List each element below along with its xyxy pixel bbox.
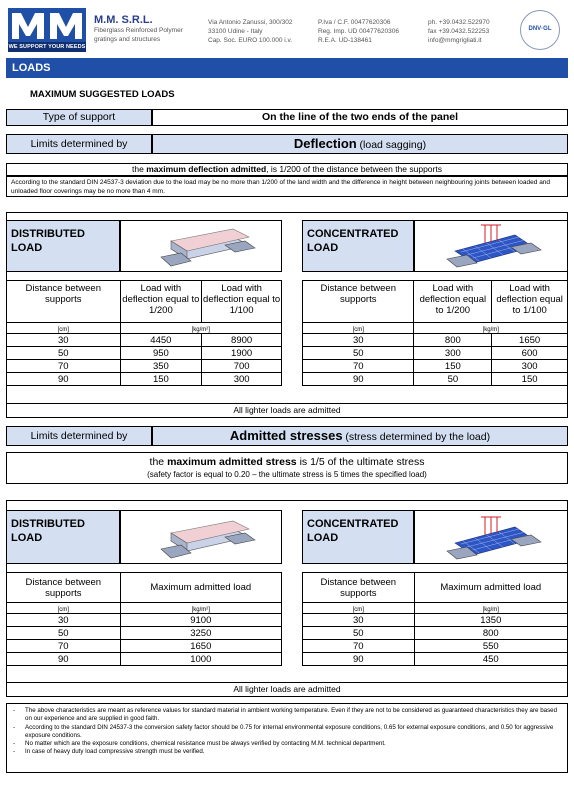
cell: 30 xyxy=(7,614,121,627)
company-name: M.M. S.R.L. xyxy=(94,14,153,26)
col-max-load: Maximum admitted load xyxy=(414,573,567,603)
stress-title-note: (stress determined by the load) xyxy=(345,431,491,443)
type-of-support-label: Type of support xyxy=(6,109,152,126)
table-row xyxy=(303,334,568,347)
col-deflection-1-200: Load with deflection equal to 1/200 xyxy=(414,281,492,323)
tax-line: R.E.A. UD-138461 xyxy=(318,37,372,44)
cell: 700 xyxy=(202,360,282,373)
cell: 150 xyxy=(120,373,202,386)
cell: 90 xyxy=(303,653,415,666)
cell: 70 xyxy=(7,360,121,373)
table-row xyxy=(303,347,568,360)
cell: 1650 xyxy=(120,640,281,653)
note-item: - No matter which are the exposure conditions, chemical resistance must be always verified by contacting M.M. technical department. xyxy=(25,740,563,748)
phone-number: ph. +39.0432.522970 xyxy=(428,19,490,26)
tax-info xyxy=(318,18,399,45)
note-item: - The above characteristics are meant as reference values for standard material in ambient working temperature. Even if they are not to be considered as guaranteed characteristics they are based on our experience and are supplied in good faith. xyxy=(25,707,563,724)
deflection-title-cell xyxy=(152,134,568,154)
stress-statement xyxy=(6,452,568,484)
deflection-note: According to the standard DIN 24537-3 deviation due to the load may be no more than 1/200 of the land width and the difference in height between neighbouring joints between loaded and unloaded floor coverings may be no more than 4 mm. xyxy=(6,176,568,197)
col-deflection-1-100: Load with deflection equal to 1/100 xyxy=(492,281,568,323)
col-max-load: Maximum admitted load xyxy=(120,573,281,603)
table-row xyxy=(303,373,568,386)
fax-number: fax +39.0432.522253 xyxy=(428,28,490,35)
tax-line: Reg. Imp. UD 00477620306 xyxy=(318,28,399,35)
table-row xyxy=(7,614,282,627)
cell: 800 xyxy=(414,627,567,640)
cell: 9100 xyxy=(120,614,281,627)
cell: 1000 xyxy=(120,653,281,666)
concentrated-load-illustration xyxy=(414,510,568,564)
address-line: 33100 Udine - Italy xyxy=(208,28,263,35)
statement-post: is 1/5 of the ultimate stress xyxy=(299,456,425,468)
unit-load: [kg/m] xyxy=(414,603,567,614)
title-line: LOAD xyxy=(307,532,339,544)
company-address xyxy=(208,18,292,45)
page-header xyxy=(0,0,574,54)
stress-footer: All lighter loads are admitted xyxy=(6,682,568,697)
cell: 30 xyxy=(7,334,121,347)
type-of-support-value: On the line of the two ends of the panel xyxy=(152,109,568,126)
stress-concentrated-table xyxy=(302,572,568,666)
cell: 550 xyxy=(414,640,567,653)
table-row xyxy=(303,640,568,653)
table-row xyxy=(303,627,568,640)
stress-statement-line xyxy=(7,453,567,470)
cell: 300 xyxy=(414,347,492,360)
col-distance: Distance between supports xyxy=(7,573,121,603)
cell: 300 xyxy=(202,373,282,386)
cell: 50 xyxy=(303,347,414,360)
statement-post: , is 1/200 of the distance between the supports xyxy=(266,164,442,174)
unit-distance: [cm] xyxy=(303,603,415,614)
email-address: info@mmgrigliati.it xyxy=(428,37,482,44)
deflection-concentrated-title xyxy=(302,220,414,272)
deflection-limits-label: Limits determined by xyxy=(6,134,152,154)
statement-bold: maximum admitted stress xyxy=(167,456,297,468)
cell: 4450 xyxy=(120,334,202,347)
address-line: Via Antonio Zanussi, 300/302 xyxy=(208,19,293,26)
note-item: - In case of heavy duty load compressive strength must be verified. xyxy=(25,748,563,756)
cell: 300 xyxy=(492,360,568,373)
deflection-statement xyxy=(6,163,568,176)
col-deflection-1-200: Load with deflection equal to 1/200 xyxy=(120,281,202,323)
stress-title-cell xyxy=(152,426,568,446)
cell: 800 xyxy=(414,334,492,347)
table-row xyxy=(7,627,282,640)
table-row xyxy=(7,653,282,666)
deflection-distributed-title xyxy=(6,220,120,272)
title-line: LOAD xyxy=(11,532,43,544)
distributed-load-illustration xyxy=(120,510,282,564)
statement-pre: the xyxy=(149,456,165,468)
logo-mark xyxy=(8,8,86,42)
table-row xyxy=(7,640,282,653)
cell: 450 xyxy=(414,653,567,666)
deflection-distributed-table xyxy=(6,280,282,386)
cell: 150 xyxy=(492,373,568,386)
company-desc-1: Fiberglass Reinforced Polymer xyxy=(94,27,183,34)
table-row xyxy=(7,373,282,386)
cell: 50 xyxy=(7,347,121,360)
cell: 600 xyxy=(492,347,568,360)
cell: 90 xyxy=(7,373,121,386)
cell: 50 xyxy=(303,627,415,640)
cell: 70 xyxy=(7,640,121,653)
cell: 50 xyxy=(7,627,121,640)
cell: 30 xyxy=(303,614,415,627)
cell: 70 xyxy=(303,640,415,653)
col-deflection-1-100: Load with deflection equal to 1/100 xyxy=(202,281,282,323)
certification-seal xyxy=(520,10,560,50)
cell: 50 xyxy=(414,373,492,386)
unit-distance: [cm] xyxy=(303,323,414,334)
title-line: LOAD xyxy=(11,242,43,254)
cell: 1650 xyxy=(492,334,568,347)
table-row xyxy=(303,653,568,666)
deflection-title: Deflection xyxy=(293,136,357,151)
cell: 350 xyxy=(120,360,202,373)
cell: 90 xyxy=(7,653,121,666)
statement-pre: the xyxy=(132,164,144,174)
title-line: DISTRIBUTED xyxy=(11,228,85,240)
title-line: CONCENTRATED xyxy=(307,228,399,240)
deflection-footer: All lighter loads are admitted xyxy=(6,403,568,418)
address-line: Cap. Soc. EURO 100.000 i.v. xyxy=(208,37,293,44)
notes-list xyxy=(6,703,568,773)
statement-bold: maximum deflection admitted xyxy=(146,164,267,174)
tax-line: P.Iva / C.F. 00477620306 xyxy=(318,19,391,26)
cell: 8900 xyxy=(202,334,282,347)
concentrated-load-illustration xyxy=(414,220,568,272)
cell: 950 xyxy=(120,347,202,360)
cell: 3250 xyxy=(120,627,281,640)
title-line: DISTRIBUTED xyxy=(11,518,85,530)
unit-distance: [cm] xyxy=(7,323,121,334)
col-distance: Distance between supports xyxy=(303,281,414,323)
cell: 1350 xyxy=(414,614,567,627)
col-distance: Distance between supports xyxy=(303,573,415,603)
note-item: - According to the standard DIN 24537-3 the conversion safety factor should be 0.75 for internal environmental exposure conditions, 0.65 for external exposure conditions, and 0.50 for aggressive exposure conditions. xyxy=(25,724,563,741)
section-title-bar: LOADS xyxy=(6,58,568,78)
cert-label: DNV·GL xyxy=(528,26,552,32)
cell: 150 xyxy=(414,360,492,373)
stress-distributed-table xyxy=(6,572,282,666)
deflection-title-note: (load sagging) xyxy=(359,139,427,151)
stress-limits-label: Limits determined by xyxy=(6,426,152,446)
cell: 30 xyxy=(303,334,414,347)
cell: 1900 xyxy=(202,347,282,360)
contact-info xyxy=(428,18,490,45)
table-row xyxy=(303,360,568,373)
title-line: LOAD xyxy=(307,242,339,254)
table-row xyxy=(303,614,568,627)
title-line: CONCENTRATED xyxy=(307,518,399,530)
logo-tagline: WE SUPPORT YOUR NEEDS xyxy=(8,44,86,50)
stress-distributed-title xyxy=(6,510,120,564)
unit-load: [kg/m] xyxy=(414,323,568,334)
unit-distance: [cm] xyxy=(7,603,121,614)
stress-statement-note: (safety factor is equal to 0.20 – the ultimate stress is 5 times the specified load) xyxy=(147,470,427,479)
deflection-concentrated-table xyxy=(302,280,568,386)
cell: 70 xyxy=(303,360,414,373)
unit-load: [kg/m²] xyxy=(120,323,282,334)
stress-title: Admitted stresses xyxy=(229,428,343,443)
company-desc-2: gratings and structures xyxy=(94,36,161,43)
unit-load: [kg/m²] xyxy=(120,603,281,614)
company-info xyxy=(94,14,183,44)
distributed-load-illustration xyxy=(120,220,282,272)
cell: 90 xyxy=(303,373,414,386)
stress-concentrated-title xyxy=(302,510,414,564)
company-logo xyxy=(8,8,86,52)
table-row xyxy=(7,360,282,373)
table-row xyxy=(7,347,282,360)
table-row xyxy=(7,334,282,347)
col-distance: Distance between supports xyxy=(7,281,121,323)
page-subtitle: MAXIMUM SUGGESTED LOADS xyxy=(30,89,175,100)
